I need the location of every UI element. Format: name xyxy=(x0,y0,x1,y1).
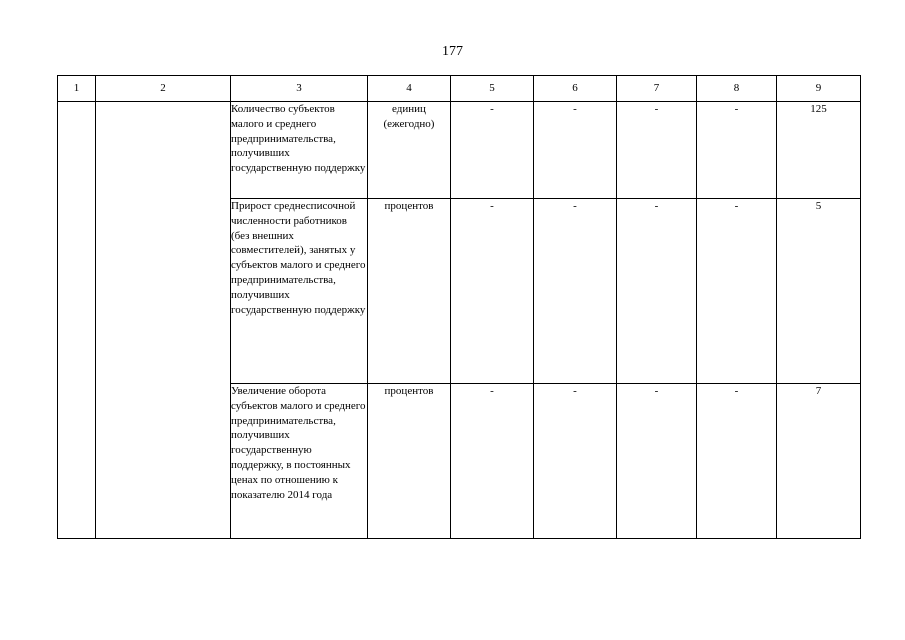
header-cell-6: 6 xyxy=(534,76,617,102)
value-cell-7: - xyxy=(617,199,697,384)
value-cell-6: - xyxy=(534,199,617,384)
table-row xyxy=(58,102,861,199)
value-cell-9: 7 xyxy=(777,384,861,539)
value-cell-7: - xyxy=(617,102,697,199)
value-cell-9: 5 xyxy=(777,199,861,384)
unit-cell: процентов xyxy=(368,199,451,384)
header-cell-7: 7 xyxy=(617,76,697,102)
value-cell-6: - xyxy=(534,102,617,199)
header-cell-9: 9 xyxy=(777,76,861,102)
merged-cell-col-2 xyxy=(96,102,231,539)
header-cell-4: 4 xyxy=(368,76,451,102)
indicators-table xyxy=(57,75,861,539)
value-cell-5: - xyxy=(451,102,534,199)
value-cell-8: - xyxy=(697,199,777,384)
value-cell-5: - xyxy=(451,384,534,539)
indicator-name-cell: Увеличение оборота субъектов малого и среднего предпринимательства, получивших государственную поддержку, в постоянных ценах по отношению к показателю 2014 года xyxy=(231,384,368,539)
value-cell-9: 125 xyxy=(777,102,861,199)
value-cell-8: - xyxy=(697,384,777,539)
indicator-name-cell: Количество субъектов малого и среднего предпринимательства, получивших государственную поддержку xyxy=(231,102,368,199)
header-cell-1: 1 xyxy=(58,76,96,102)
merged-cell-col-1 xyxy=(58,102,96,539)
page-number: 177 xyxy=(442,44,463,59)
value-cell-7: - xyxy=(617,384,697,539)
header-row xyxy=(58,76,861,102)
indicator-name-cell: Прирост среднесписочной численности работников (без внешних совместителей), занятых у субъектов малого и среднего предпринимательства, получивших государственную поддержку xyxy=(231,199,368,384)
header-cell-8: 8 xyxy=(697,76,777,102)
unit-cell: процентов xyxy=(368,384,451,539)
header-cell-3: 3 xyxy=(231,76,368,102)
value-cell-5: - xyxy=(451,199,534,384)
value-cell-6: - xyxy=(534,384,617,539)
unit-cell: единиц (ежегодно) xyxy=(368,102,451,199)
value-cell-8: - xyxy=(697,102,777,199)
header-cell-5: 5 xyxy=(451,76,534,102)
header-cell-2: 2 xyxy=(96,76,231,102)
